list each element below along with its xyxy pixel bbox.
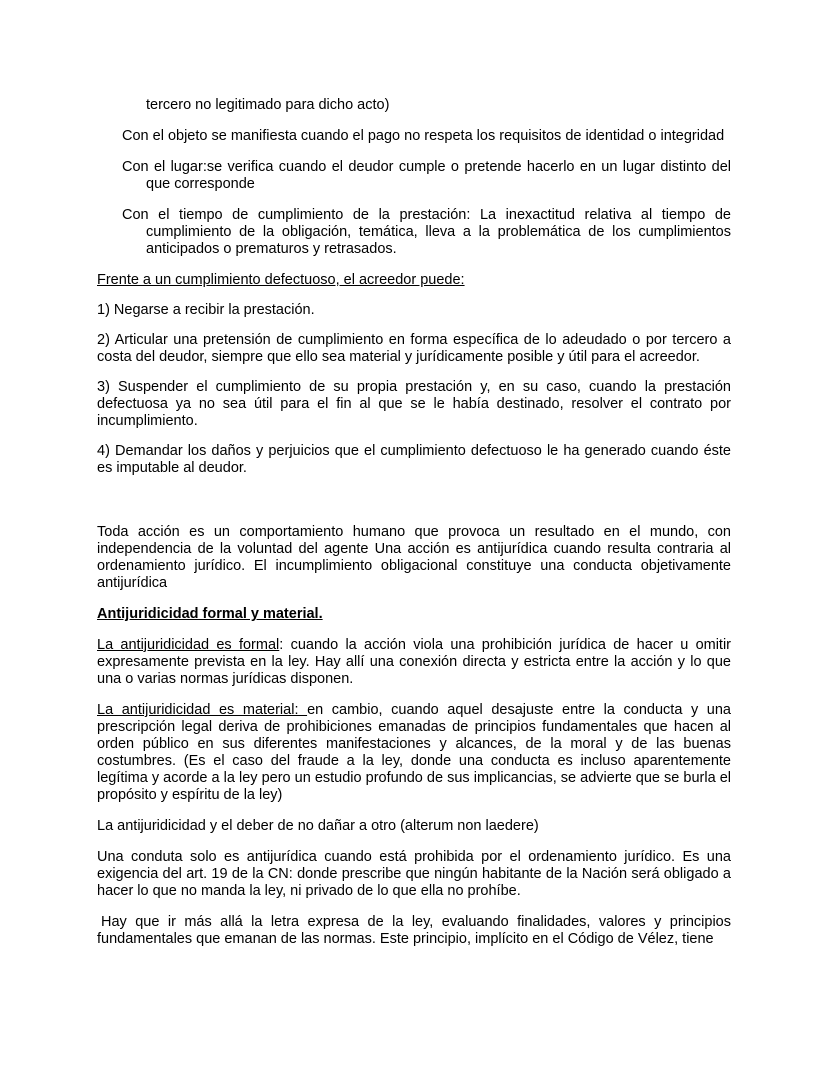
cn-paragraph: Una conduta solo es antijurídica cuando está prohibida por el ordenamiento jurídico. Es una exigencia del art. 19 de la CN: donde prescribe que ningún habitante de la Nación será obligado a hacer lo que no manda la ley, ni privado de lo que ella no prohíbe. (97, 849, 731, 899)
material-paragraph (97, 702, 731, 804)
list-item-third-party: tercero no legitimado para dicho acto) (146, 97, 390, 113)
final-paragraph: Hay que ir más allá la letra expresa de la ley, evaluando finalidades, valores y principios fundamentales que emanan de las normas. Este principio, implícito en el Código de Vélez, tiene (97, 914, 731, 947)
formal-paragraph (97, 637, 731, 688)
material-text: en cambio, cuando aquel desajuste entre la conducta y una prescripción legal deriva de prohibiciones emanadas de principios fundamentales que hacen al orden público en sus diferentes manifestaciones y alcances, de la moral y de las buenas costumbres. (Es el caso del fraude a la ley, donde una conducta es incluso aparentemente legítima y acorde a la ley pero un estudio profundo de sus implicancias, se advierte que se burla el propósito y espíritu de la ley) (97, 702, 731, 803)
list-item-place: Con el lugar:se verifica cuando el deudor cumple o pretende hacerlo en un lugar distinto del que corresponde (122, 159, 731, 192)
alterum-heading: La antijuridicidad y el deber de no dañar a otro (alterum non laedere) (97, 818, 539, 834)
action-paragraph: Toda acción es un comportamiento humano que provoca un resultado en el mundo, con independencia de la voluntad del agente Una acción es antijurídica cuando resulta contraria al ordenamiento jurídico. El incumplimiento obligacional constituye una conducta objetivamente antijurídica (97, 524, 731, 591)
formal-text: : cuando la acción viola una prohibición jurídica de hacer u omitir expresamente prevista en la ley. Hay allí una conexión directa y estricta entre la acción y lo que una o varias normas jurídicas disponen. (97, 637, 732, 687)
creditor-heading: Frente a un cumplimiento defectuoso, el acreedor puede: (97, 272, 465, 288)
creditor-option-3: 3) Suspender el cumplimiento de su propia prestación y, en su caso, cuando la prestación defectuosa ya no sea útil para el fin al que se le había destinado, resolver el contrato por incumplimiento. (97, 379, 731, 429)
creditor-option-1: 1) Negarse a recibir la prestación. (97, 302, 315, 318)
document-page (97, 97, 731, 948)
section-heading: Antijuridicidad formal y material. (97, 606, 323, 622)
material-label: La antijuridicidad es material: (97, 702, 308, 718)
list-item-object: Con el objeto se manifiesta cuando el pago no respeta los requisitos de identidad o integridad (122, 128, 725, 144)
formal-label: La antijuridicidad es formal (97, 637, 280, 653)
list-item-time: Con el tiempo de cumplimiento de la prestación: La inexactitud relativa al tiempo de cumplimiento de la obligación, temática, lleva a la problemática de los cumplimientos anticipados o prematuros y retrasados. (122, 207, 731, 257)
creditor-option-2: 2) Articular una pretensión de cumplimiento en forma específica de lo adeudado o por tercero a costa del deudor, siempre que ello sea material y jurídicamente posible y útil para el acreedor. (97, 332, 731, 365)
creditor-option-4: 4) Demandar los daños y perjuicios que el cumplimiento defectuoso le ha generado cuando éste es imputable al deudor. (97, 443, 731, 476)
